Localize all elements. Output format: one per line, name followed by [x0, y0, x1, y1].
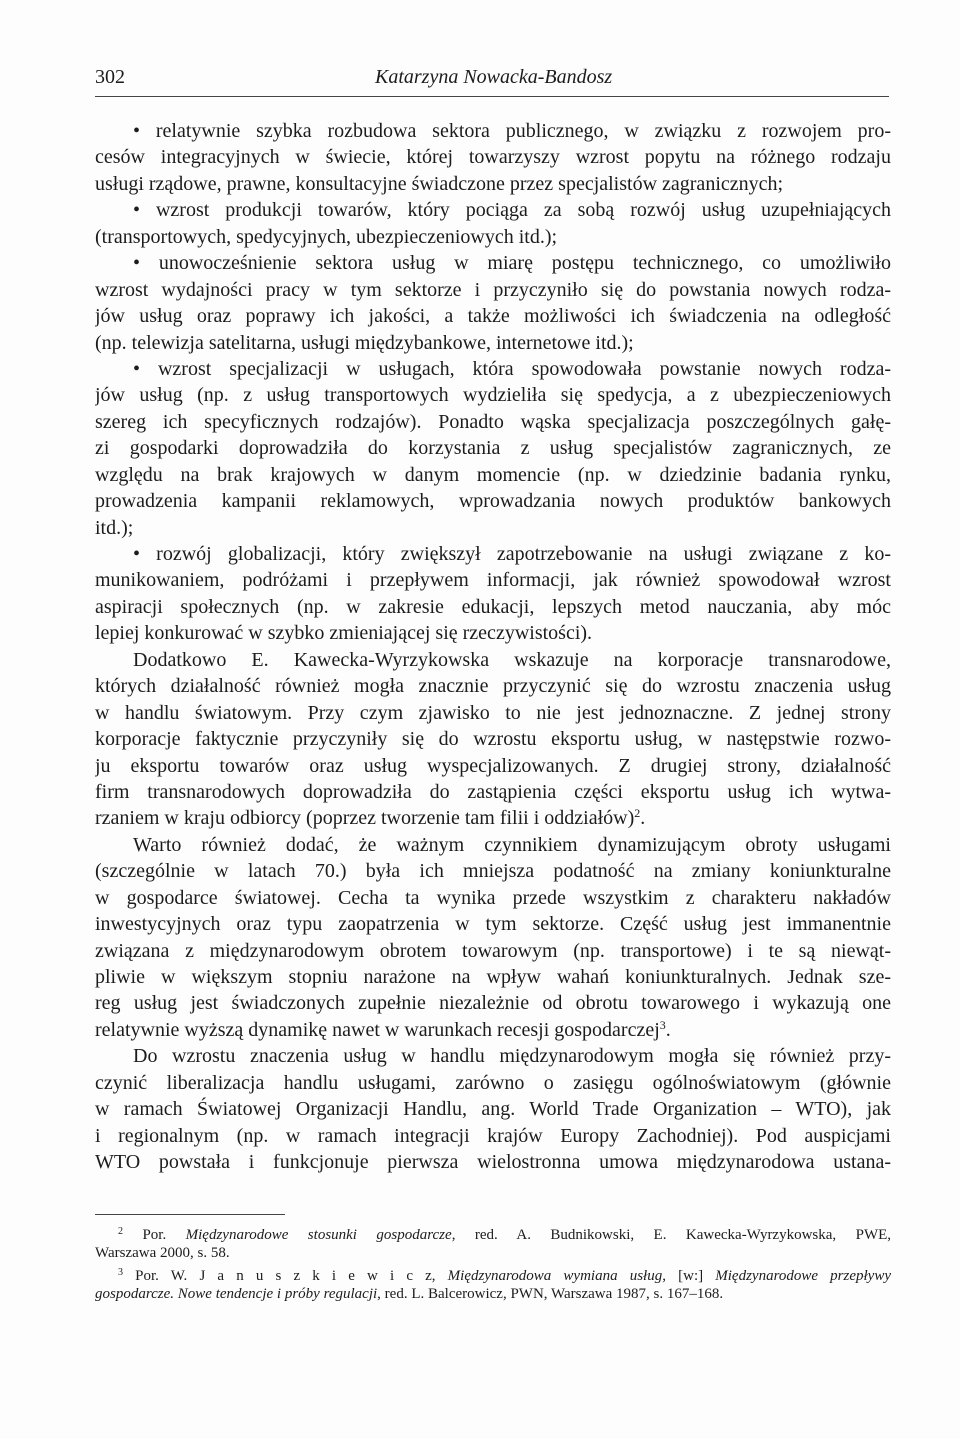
text-line: usługi rządowe, prawne, konsultacyjne świadczone przez specjalistów zagranicznych;	[95, 172, 784, 195]
text-line: lepiej konkurować w szybko zmieniającej się rzeczywistości).	[95, 622, 593, 645]
text-line: (np. telewizja satelitarna, usługi międzybankowe, internetowe itd.);	[95, 331, 634, 354]
text-line: WTO powstała i funkcjonuje pierwsza wielostronna umowa międzynarodowa ustana-	[95, 1151, 891, 1174]
text-line: pliwie w większym stopniu narażone na wpływ wahań koniunkturalnych. Jednak sze-	[95, 966, 891, 988]
footnote-number: 2	[118, 1226, 123, 1237]
footnote-reference[interactable]: 2	[634, 806, 641, 821]
text-line: • rozwój globalizacji, który zwiększył zapotrzebowanie na usługi związane z ko-	[133, 543, 891, 565]
footnote-text: , [w:]	[662, 1268, 716, 1284]
footnote-text: , red. A. Budnikowski, E. Kawecka-Wyrzykowska, PWE,	[451, 1227, 891, 1243]
text-line-content: relatywnie wyższą dynamikę nawet w warunkach recesji gospodarczej	[95, 1018, 660, 1041]
footnote-reference[interactable]: 3	[659, 1017, 666, 1032]
text-line: prowadzenia kampanii reklamowych, wprowadzania nowych produktów bankowych	[95, 490, 891, 513]
text-line: wzrost wydajności pracy w tym sektorze i przyczyniło się do powstania nowych rodza-	[95, 278, 891, 301]
text-line: których działalność również mogła znacznie przyczynić się do wzrostu znaczenia usług	[95, 675, 891, 698]
book-title: Międzynarodowe przepływy	[715, 1268, 891, 1284]
text-line: cesów integracyjnych w świecie, której towarzyszy wzrost popytu na różnego rodzaju	[95, 146, 891, 169]
footnote-text: Por.	[142, 1227, 186, 1243]
sentence-end: .	[640, 807, 646, 830]
footnote-3-continued	[95, 1284, 891, 1305]
text-line: • unowocześnienie sektora usług w miarę postępu technicznego, co umożliwiło	[133, 252, 891, 275]
footnote-2-continued: Warszawa 2000, s. 58.	[95, 1244, 230, 1261]
body-text	[95, 118, 891, 1176]
text-line: • wzrost specjalizacji w usługach, która spowodowała powstanie nowych rodza-	[133, 357, 891, 380]
running-head-author: Katarzyna Nowacka-Bandosz	[375, 66, 613, 88]
text-line: firm transnarodowych doprowadziła do zastąpienia części eksportu usług ich wytwa-	[95, 780, 891, 803]
text-line: munikowaniem, podróżami i przepływem informacji, jak również spowodował wzrost	[95, 569, 891, 592]
text-line: korporacje faktycznie przyczyniły się do wzrostu eksportu usług, w następstwie rozwo-	[95, 728, 891, 751]
footnote-3	[95, 1263, 891, 1284]
text-line: w gospodarce światowej. Cecha ta wynika przede wszystkim z charakteru nakładów	[95, 886, 891, 909]
text-line: Do wzrostu znaczenia usług w handlu międzynarodowym mogła się również przy-	[133, 1045, 891, 1068]
footnote-text: , red. L. Balcerowicz, PWN, Warszawa 1987, s. 167–168.	[377, 1285, 724, 1302]
text-line: względu na brak krajowych w danym momencie (np. w dziedzinie badania rynku,	[95, 463, 891, 486]
text-line: czynić liberalizacja handlu usługami, zarówno o zasięgu ogólnoświatowym (głównie	[95, 1071, 891, 1094]
footnote-number: 3	[118, 1267, 123, 1278]
text-line: aspiracji społecznych (np. w zakresie edukacji, lepszych metod nauczania, aby móc	[95, 595, 891, 618]
text-line: reg usług jest świadczonych zupełnie niezależnie od obrotu towarowego i wykazują one	[95, 992, 891, 1015]
page-header	[95, 66, 889, 97]
text-line: • wzrost produkcji towarów, który pociąga za sobą rozwój usług uzupełniających	[133, 199, 891, 222]
page-number: 302	[95, 66, 125, 88]
footnote-divider	[95, 1214, 285, 1215]
text-line-content: rzaniem w kraju odbiorcy (poprzez tworzenie tam filii i oddziałów)	[95, 807, 635, 830]
footnotes	[95, 1222, 891, 1304]
text-line	[95, 805, 891, 831]
text-line: Dodatkowo E. Kawecka-Wyrzykowska wskazuje na korporacje transnarodowe,	[133, 648, 891, 671]
text-line: w ramach Światowej Organizacji Handlu, ang. World Trade Organization – WTO), jak	[95, 1098, 891, 1121]
sentence-end: .	[665, 1018, 671, 1041]
book-title: Międzynarodowe stosunki gospodarcze	[185, 1227, 452, 1243]
text-line: zi gospodarki doprowadziła do korzystania z usług specjalistów zagranicznych, ze	[95, 437, 891, 460]
text-line	[95, 1017, 891, 1043]
text-line: • relatywnie szybka rozbudowa sektora publicznego, w związku z rozwojem pro-	[133, 120, 891, 142]
text-line: jów usług (np. z usług transportowych wydzieliła się spedycja, a z ubezpieczeniowych	[95, 384, 891, 407]
author-name-spaced: J a n u s z k i e w i c z	[199, 1268, 432, 1284]
text-line: związana z międzynarodowym obrotem towarowym (np. transportowe) i te są niewąt-	[95, 939, 891, 962]
text-line: i regionalnym (np. w ramach integracji krajów Europy Zachodniej). Pod auspicjami	[95, 1124, 891, 1147]
text-line: szereg ich specyficznych rodzajów). Ponadto wąska specjalizacja poszczególnych gałę-	[95, 410, 891, 433]
text-line: itd.);	[95, 516, 134, 539]
text-line: (szczególnie w latach 70.) była ich mniejsza podatność na zmiany koniunkturalne	[95, 860, 891, 883]
text-line: Warto również dodać, że ważnym czynnikiem dynamizującym obroty usługami	[133, 833, 891, 856]
text-line: jów usług oraz poprawy ich jakości, a także możliwości ich świadczenia na odległość	[95, 305, 891, 328]
book-title: gospodarcze. Nowe tendencje i próby regulacji	[95, 1285, 378, 1302]
footnote-text: Por. W.	[135, 1268, 200, 1284]
text-line: ju eksportu towarów oraz usług wyspecjalizowanych. Z drugiej strony, działalność	[95, 754, 891, 777]
footnote-2	[95, 1222, 891, 1243]
text-line: inwestycyjnych oraz typu zaopatrzenia w tym sektorze. Część usług jest immanentnie	[95, 913, 891, 936]
text-line: w handlu światowym. Przy czym zjawisko to nie jest jednoznaczne. Z jednej strony	[95, 701, 891, 724]
footnote-text: ,	[431, 1268, 448, 1284]
chapter-title: Międzynarodowa wymiana usług	[447, 1268, 663, 1284]
text-line: (transportowych, spedycyjnych, ubezpieczeniowych itd.);	[95, 225, 558, 248]
